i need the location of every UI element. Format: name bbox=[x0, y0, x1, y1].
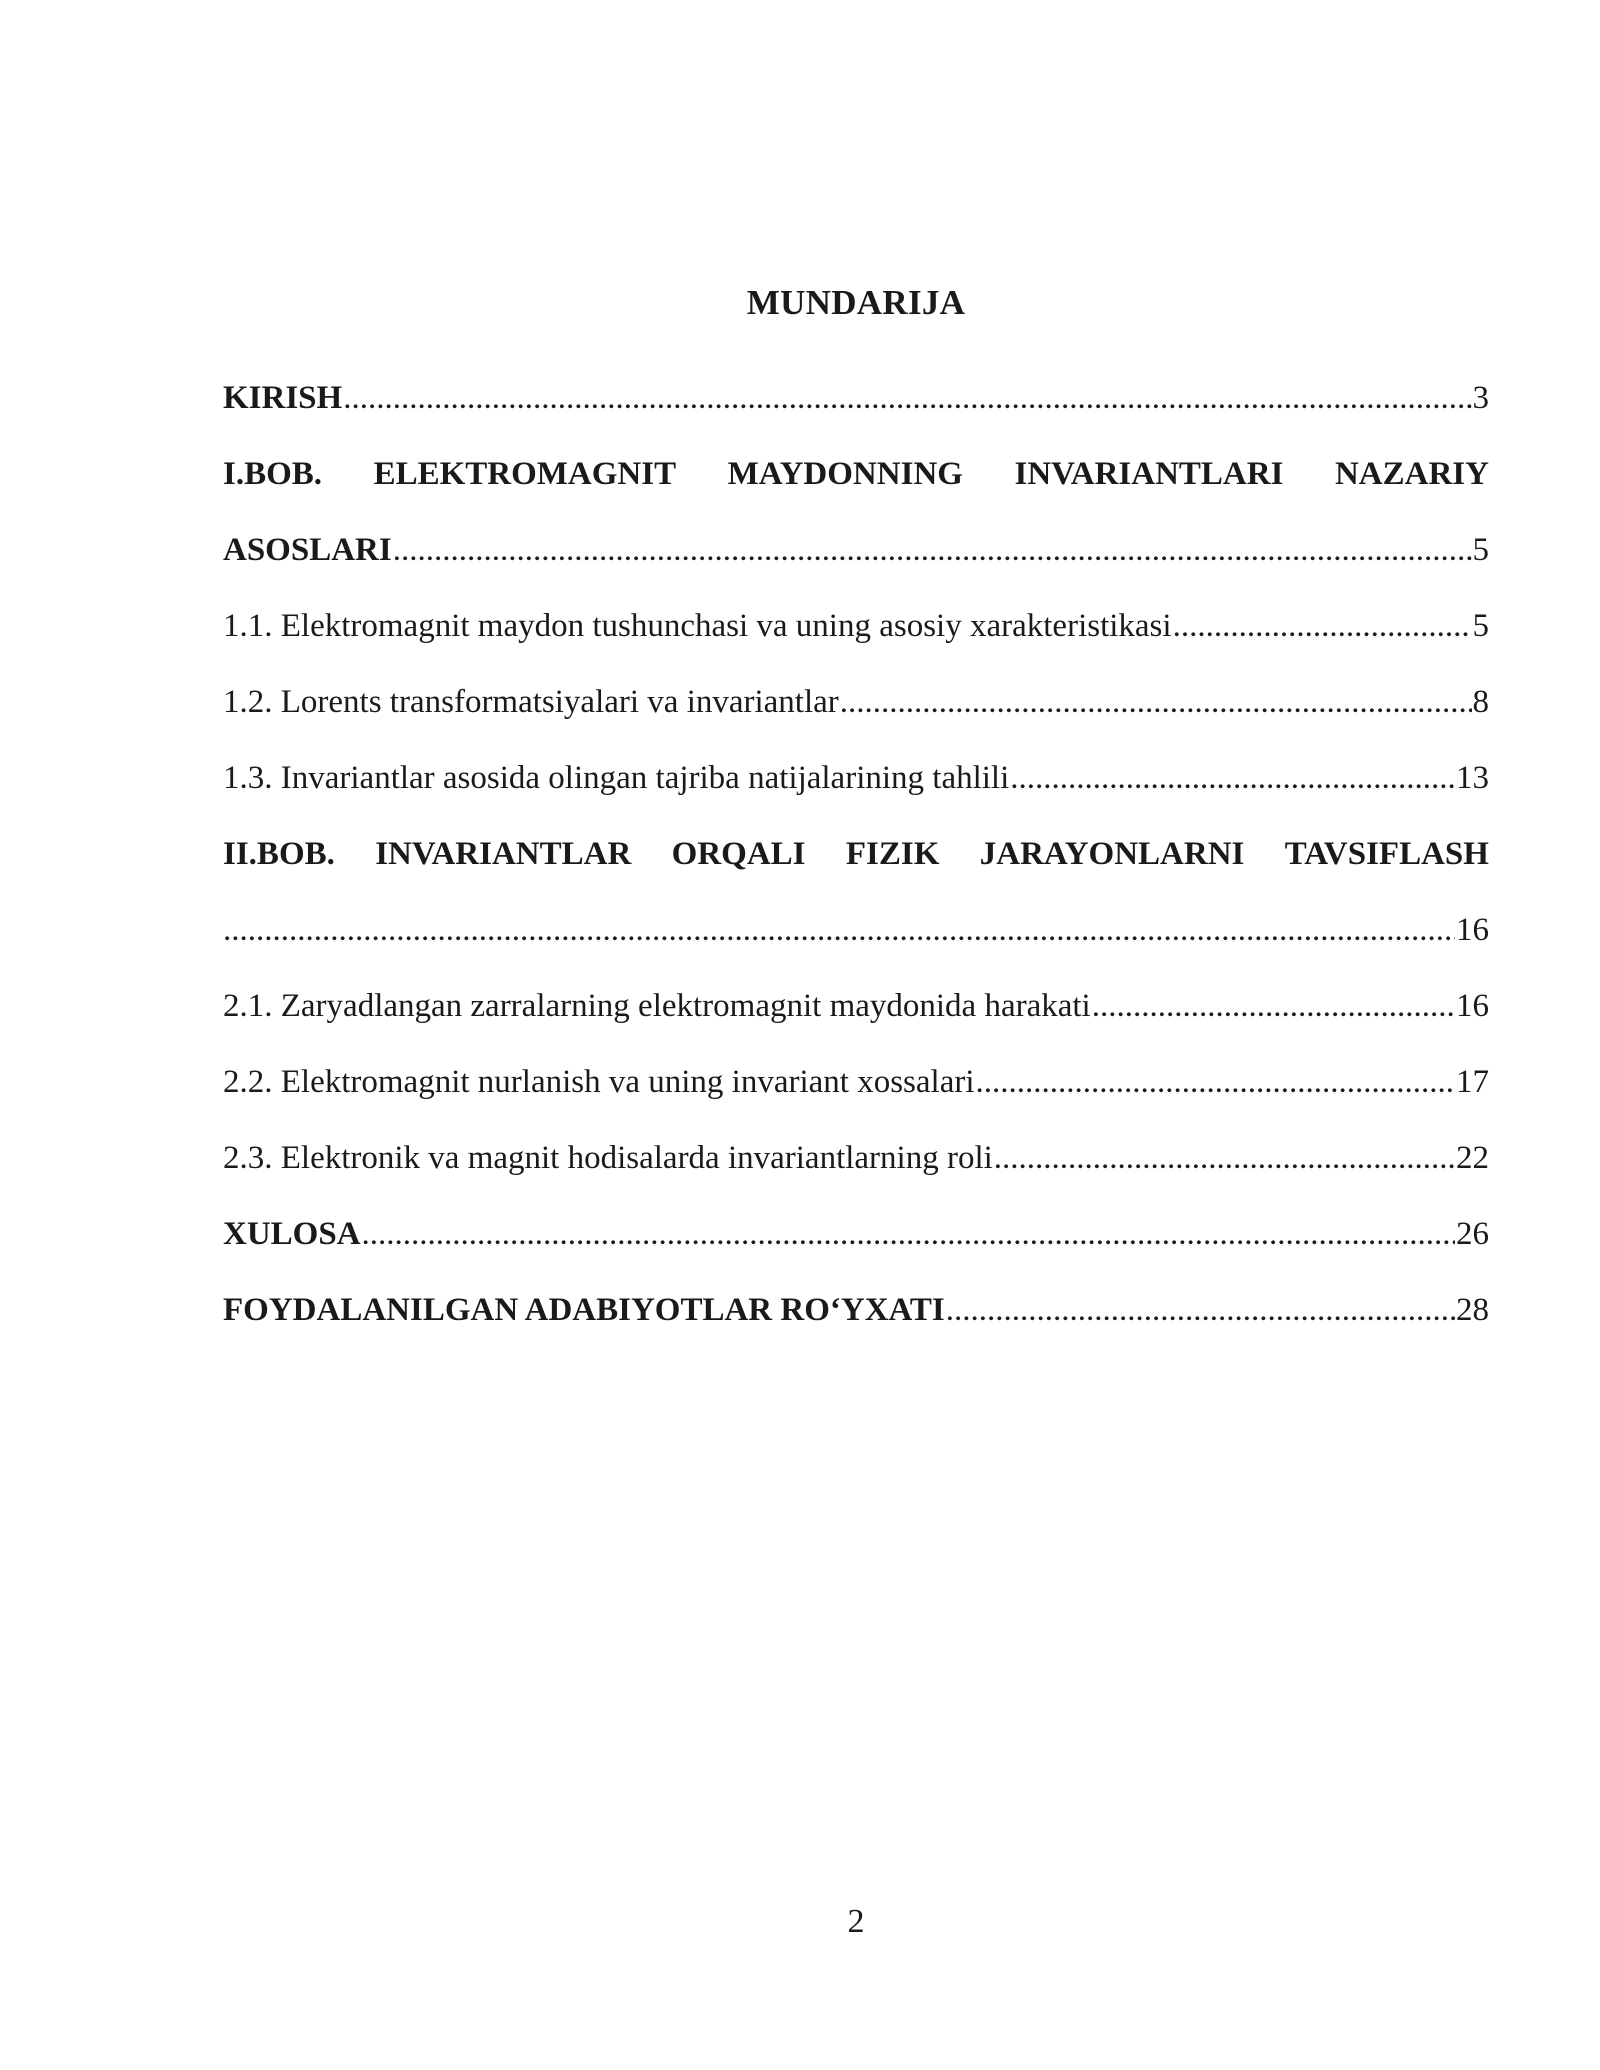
toc-entry-page: 16 bbox=[1456, 988, 1489, 1024]
toc-entry-section-1-2 bbox=[223, 664, 1489, 740]
toc-entry-page: 13 bbox=[1456, 760, 1489, 796]
toc-chapter1-word: MAYDONNING bbox=[727, 456, 963, 492]
dot-leader bbox=[976, 1044, 1455, 1120]
toc-entry-section-2-2 bbox=[223, 1044, 1489, 1120]
toc-entry-label: 1.3. Invariantlar asosida olingan tajriba natijalarining tahlili bbox=[223, 760, 1010, 796]
toc-entry-page: 5 bbox=[1472, 532, 1489, 568]
toc-entry-page: 3 bbox=[1472, 380, 1489, 416]
dot-leader bbox=[1010, 740, 1455, 816]
toc-entry-label: 1.2. Lorents transformatsiyalari va invariantlar bbox=[223, 684, 839, 720]
toc-entry-section-2-3 bbox=[223, 1120, 1489, 1196]
toc-entry-label: 2.2. Elektromagnit nurlanish va uning invariant xossalari bbox=[223, 1064, 975, 1100]
toc-chapter2-word: II.BOB. bbox=[223, 836, 335, 872]
toc-entry-section-1-3 bbox=[223, 740, 1489, 816]
toc-entry-label: ASOSLARI bbox=[223, 532, 392, 568]
toc-chapter1-word: ELEKTROMAGNIT bbox=[373, 456, 677, 492]
toc-entry-chapter2 bbox=[223, 892, 1489, 968]
dot-leader bbox=[840, 664, 1472, 740]
toc-entry-page: 5 bbox=[1472, 608, 1489, 644]
toc-entry-label: 2.3. Elektronik va magnit hodisalarda invariantlarning roli bbox=[223, 1140, 993, 1176]
page-number: 2 bbox=[847, 1903, 865, 1940]
toc-entry-page: 28 bbox=[1456, 1292, 1489, 1328]
toc-entry-label: 2.1. Zaryadlangan zarralarning elektromagnit maydonida harakati bbox=[223, 988, 1091, 1024]
toc-chapter2-word: FIZIK bbox=[845, 836, 940, 872]
dot-leader bbox=[393, 512, 1472, 588]
toc-entry-label: FOYDALANILGAN ADABIYOTLAR RO‘YXATI bbox=[223, 1292, 945, 1328]
dot-leader bbox=[223, 892, 1455, 968]
toc-chapter2-word: TAVSIFLASH bbox=[1284, 836, 1489, 872]
dot-leader bbox=[1092, 968, 1455, 1044]
toc-chapter1-word: NAZARIY bbox=[1334, 456, 1489, 492]
toc-title: MUNDARIJA bbox=[746, 283, 966, 322]
toc-entry-chapter1 bbox=[223, 512, 1489, 588]
toc-chapter2-word: ORQALI bbox=[671, 836, 806, 872]
toc-entry-page: 26 bbox=[1456, 1216, 1489, 1252]
dot-leader bbox=[994, 1120, 1455, 1196]
toc-entry-label: 1.1. Elektromagnit maydon tushunchasi va uning asosiy xarakteristikasi bbox=[223, 608, 1172, 644]
toc-entry-section-2-1 bbox=[223, 968, 1489, 1044]
toc-entry-page: 16 bbox=[1456, 912, 1489, 948]
dot-leader bbox=[362, 1196, 1455, 1272]
toc-entry-kirish bbox=[223, 360, 1489, 436]
dot-leader bbox=[343, 360, 1471, 436]
toc-entry-xulosa bbox=[223, 1196, 1489, 1272]
toc-chapter2-word: JARAYONLARNI bbox=[979, 836, 1245, 872]
dot-leader bbox=[946, 1272, 1455, 1348]
toc-entry-section-1-1 bbox=[223, 588, 1489, 664]
toc-entry-page: 22 bbox=[1456, 1140, 1489, 1176]
toc-chapter2-heading bbox=[223, 816, 1489, 892]
toc-entry-adabiyotlar bbox=[223, 1272, 1489, 1348]
toc-entry-page: 8 bbox=[1472, 684, 1489, 720]
toc-chapter2-word: INVARIANTLAR bbox=[375, 836, 632, 872]
table-of-contents bbox=[223, 360, 1489, 1348]
toc-entry-page: 17 bbox=[1456, 1064, 1489, 1100]
toc-chapter1-word: INVARIANTLARI bbox=[1014, 456, 1284, 492]
toc-chapter1-word: I.BOB. bbox=[223, 456, 323, 492]
toc-entry-label: KIRISH bbox=[223, 380, 343, 416]
toc-chapter1-heading bbox=[223, 436, 1489, 512]
dot-leader bbox=[1173, 588, 1472, 664]
toc-entry-label: XULOSA bbox=[223, 1216, 361, 1252]
